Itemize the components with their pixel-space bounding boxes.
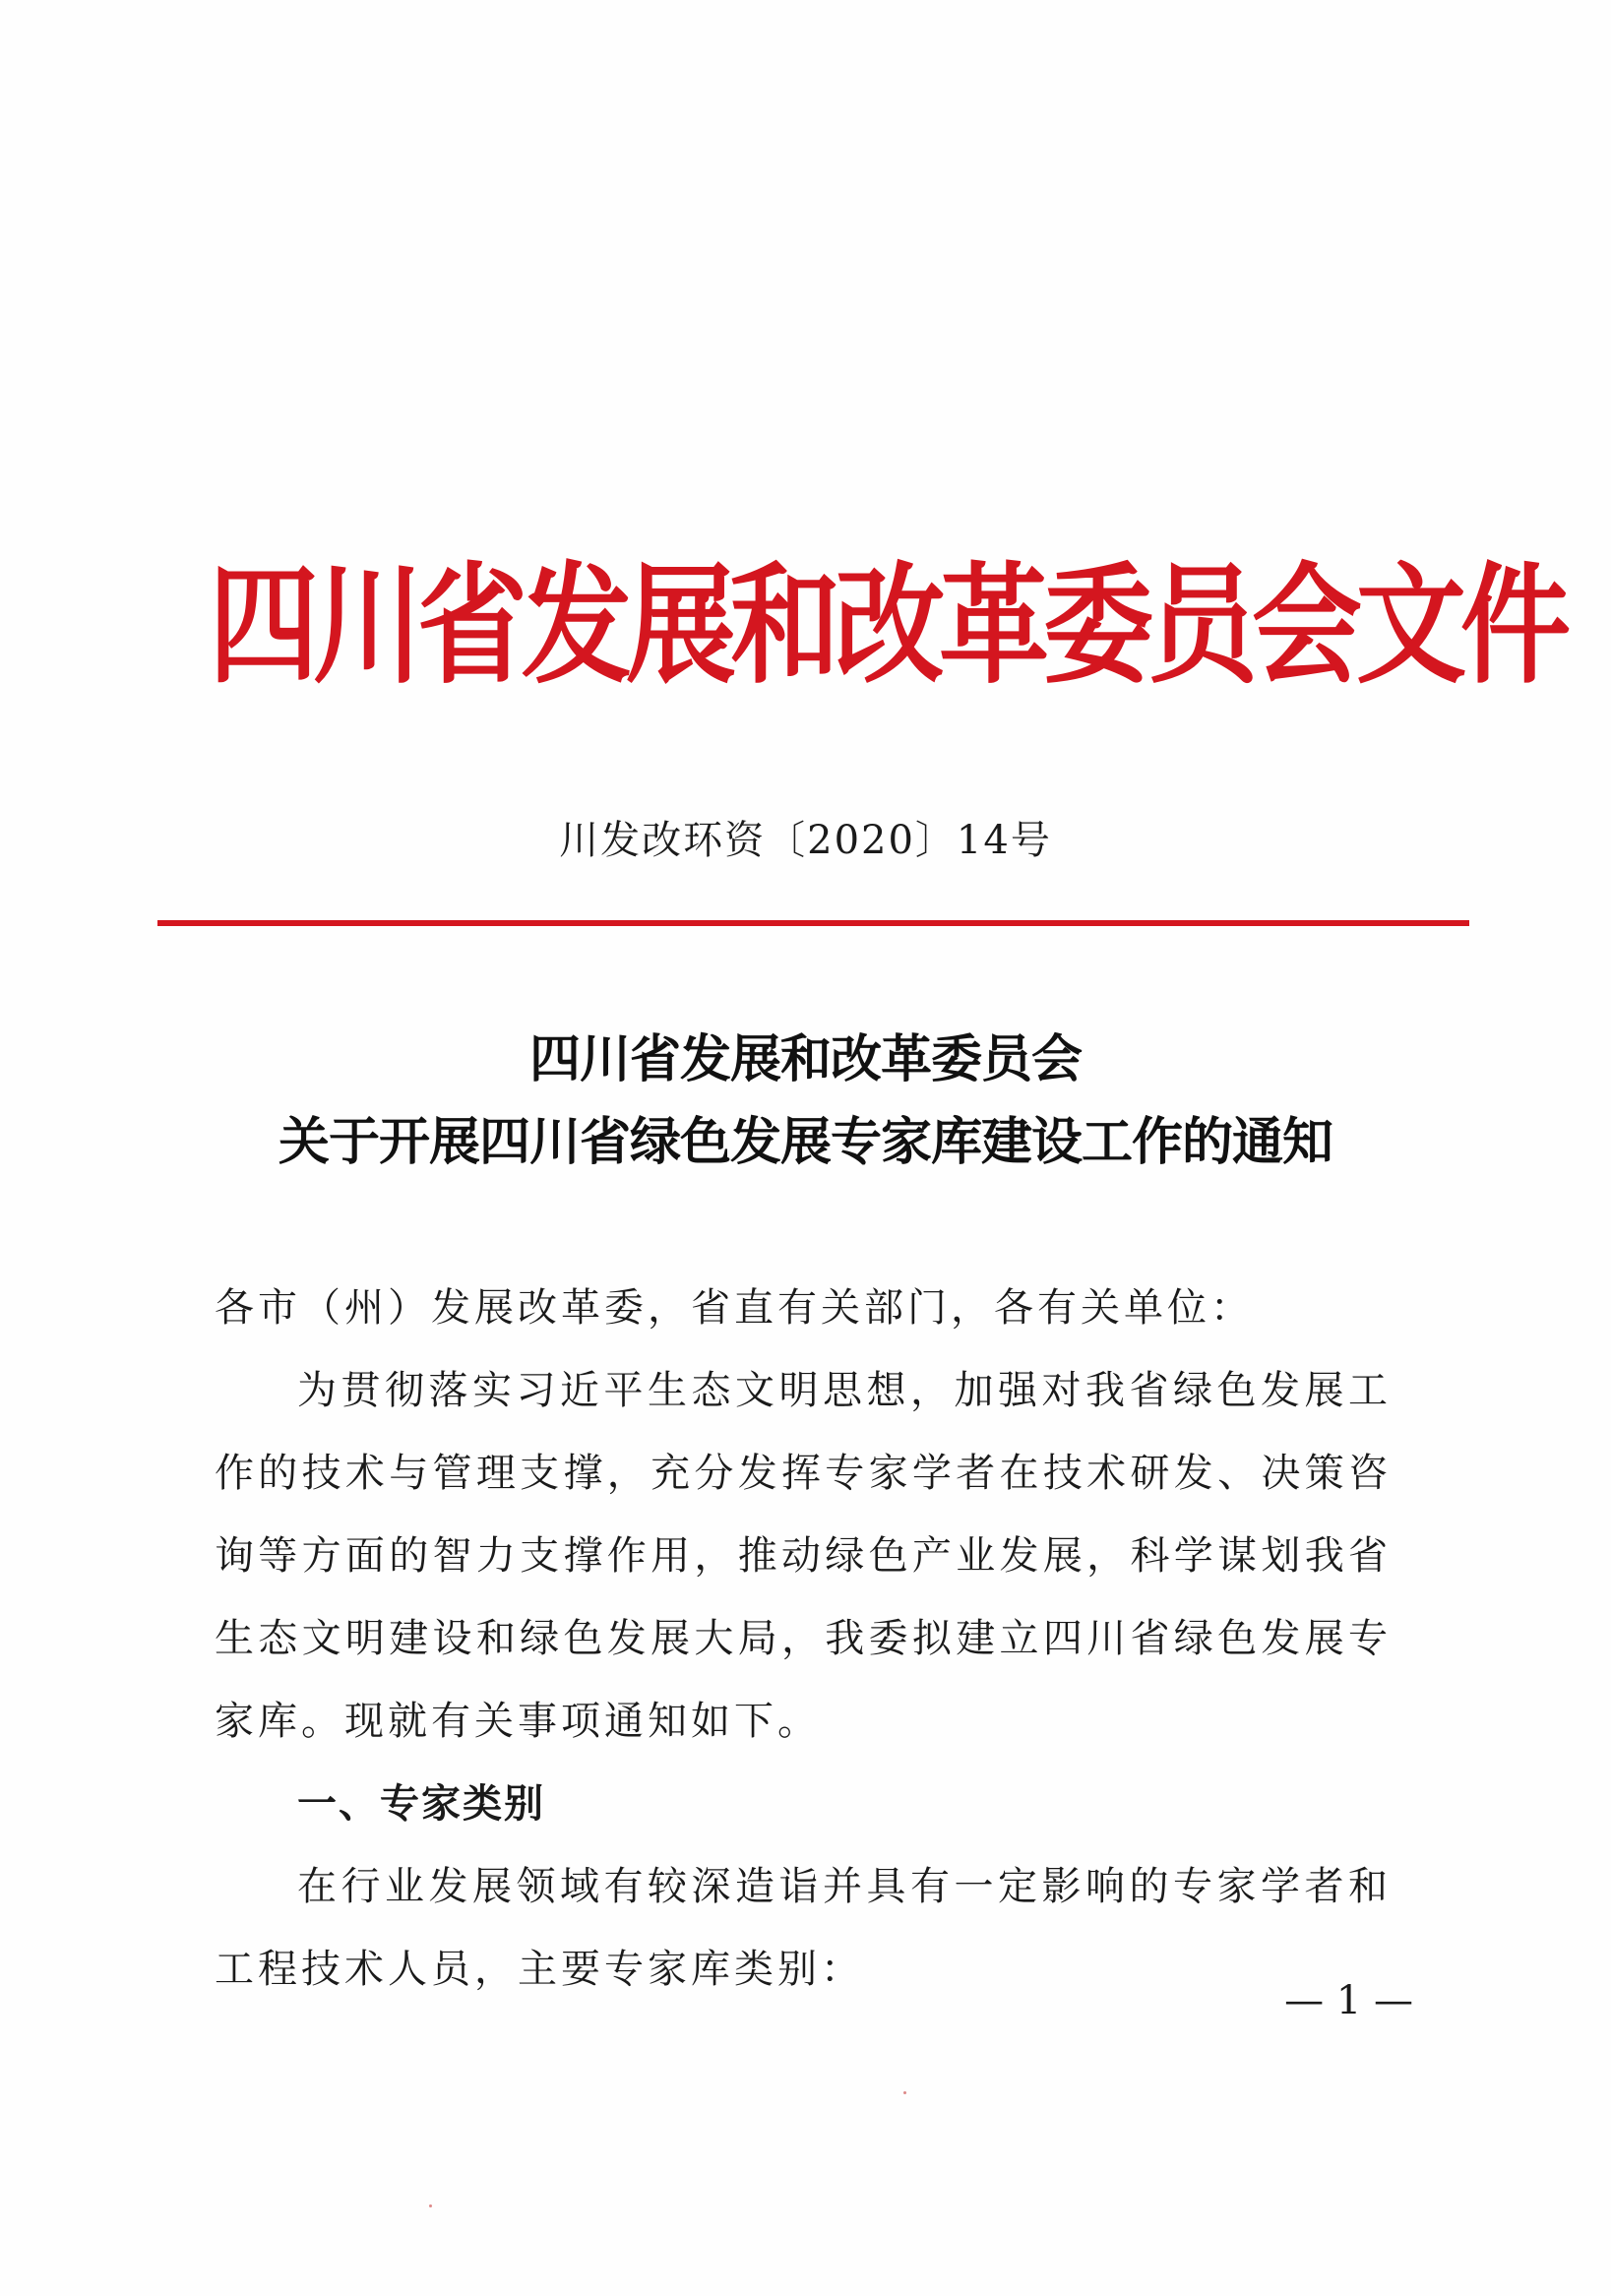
title-line-1: 四川省发展和改革委员会 bbox=[528, 1030, 1082, 1089]
red-divider-rule bbox=[157, 920, 1469, 926]
section-paragraph: 在行业发展领域有较深造诣并具有一定影响的专家学者和工程技术人员，主要专家库类别： bbox=[215, 1864, 1392, 1992]
document-title bbox=[0, 1019, 1611, 1184]
title-line-2: 关于开展四川省绿色发展专家库建设工作的通知 bbox=[278, 1113, 1332, 1172]
intro-paragraph: 为贯彻落实习近平生态文明思想，加强对我省绿色发展工作的技术与管理支撑，充分发挥专家学者在技术研发、决策咨询等方面的智力支撑作用，推动绿色产业发展，科学谋划我省生态文明建设和绿色发展大局，我委拟建立四川省绿色发展专家库。现就有关事项通知如下。 bbox=[215, 1368, 1392, 1744]
scan-speck bbox=[429, 2204, 432, 2207]
section-heading: 一、专家类别 bbox=[297, 1781, 545, 1827]
salutation: 各市（州）发展改革委，省直有关部门，各有关单位： bbox=[215, 1285, 1254, 1331]
document-number: 川发改环资〔2020〕14号 bbox=[559, 818, 1052, 863]
document-masthead: 四川省发展和改革委员会文件 bbox=[209, 550, 1565, 703]
document-body bbox=[215, 1267, 1392, 2011]
scan-speck bbox=[903, 2091, 906, 2094]
page-number: — 1 — bbox=[1284, 1978, 1413, 2023]
